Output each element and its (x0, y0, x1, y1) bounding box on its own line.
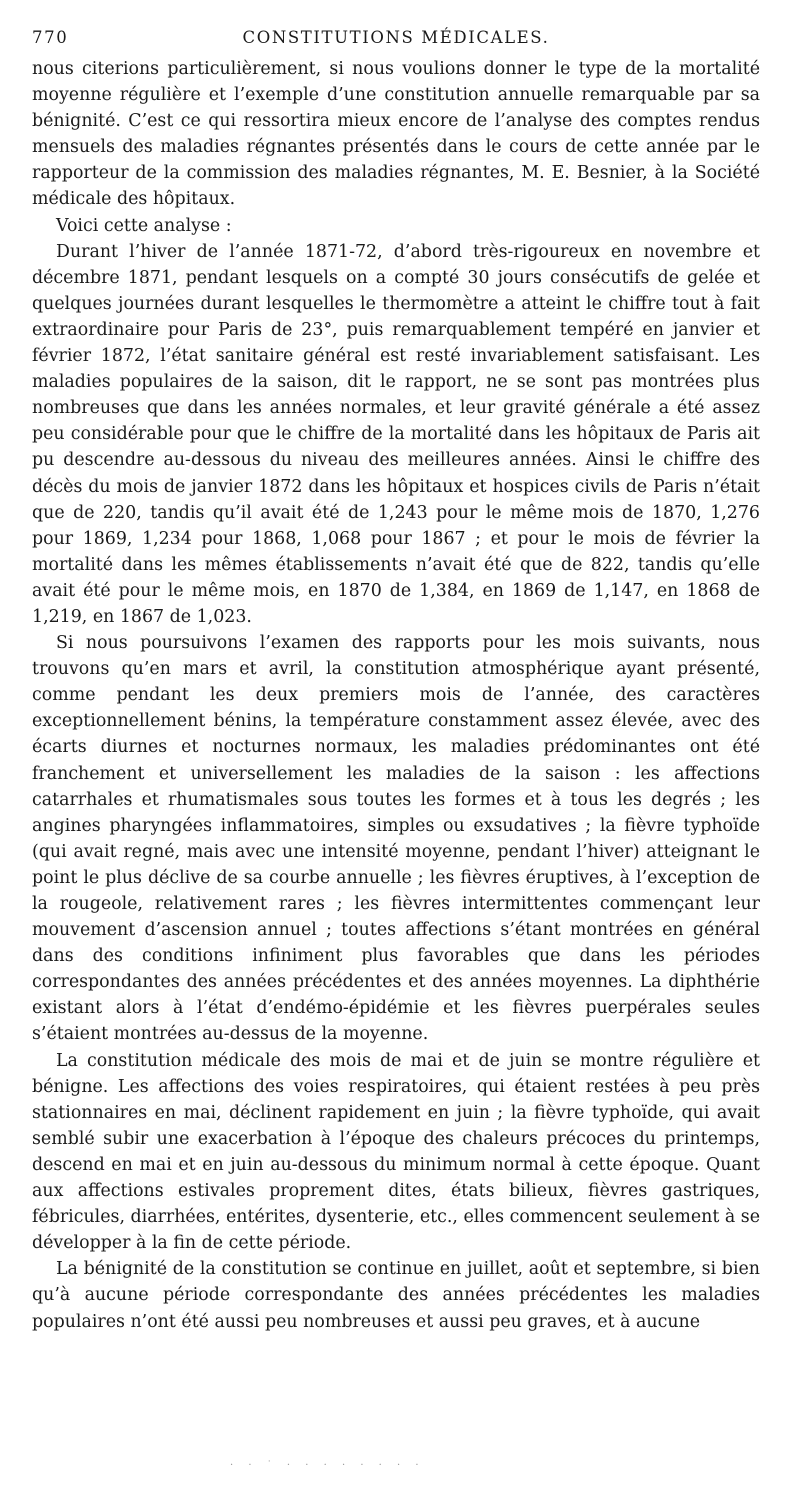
page-number: 770 (32, 28, 69, 47)
paragraph-4: Si nous poursuivons l’examen des rapports pour les mois suivants, nous trouvons qu’en mars et avril, la constitution atmosphérique ayant présenté, comme pendant les deux premiers mois de l’année, des caractères exceptionnellement bénins, la température constamment assez élevée, avec des écarts diurnes et nocturnes normaux, les maladies prédominantes ont été franchement et universellement les maladies de la saison : les affections catarrhales et rhumatismales sous toutes les formes et à tous les degrés ; les angines pharyngées inflammatoires, simples ou exsudatives ; la fièvre typhoïde (qui avait regné, mais avec une intensité moyenne, pendant l’hiver) atteignant le point le plus déclive de sa courbe annuelle ; les fièvres éruptives, à l’exception de la rougeole, relativement rares ; les fièvres intermittentes commençant leur mouvement d’ascension annuel ; toutes affections s’étant montrées en général dans des conditions infiniment plus favorables que dans les périodes correspondantes des années précédentes et des années moyennes. La diphthérie existant alors à l’état d’endémo-épidémie et les fièvres puerpérales seules s’étaient montrées au-dessus de la moyenne. (32, 633, 760, 1045)
book-page (32, 28, 760, 1335)
scan-noise-marks: · · ˙ · · · · · · · · (230, 1460, 425, 1471)
body-text (32, 56, 760, 1335)
paragraph-2: Voici cette analyse : (56, 215, 232, 236)
paragraph-6: La bénignité de la constitution se continue en juillet, août et septembre, si bien qu’à aucune période correspondante des années précédentes les maladies populaires n’ont été aussi peu nombreuses et aussi peu graves, et à aucune (32, 1259, 760, 1332)
paragraph-5: La constitution médicale des mois de mai et de juin se montre régulière et bénigne. Les affections des voies respiratoires, qui étaient restées à peu près stationnaires en mai, déclinent rapidement en juin ; la fièvre typhoïde, qui avait semblé subir une exacerbation à l’époque des chaleurs précoces du printemps, descend en mai et en juin au-dessous du minimum normal à cette époque. Quant aux affections estivales proprement dites, états bilieux, fièvres gastriques, fébricules, diarrhées, entérites, dysenterie, etc., elles commencent seulement à se développer à la fin de cette période. (32, 1050, 760, 1254)
running-head (32, 28, 760, 56)
paragraph-1: nous citerions particulièrement, si nous voulions donner le type de la mortalité moyenne régulière et l’exemple d’une constitution annuelle remarquable par sa bénignité. C’est ce qui ressortira mieux encore de l’analyse des comptes rendus mensuels des maladies régnantes présentés dans le cours de cette année par le rapporteur de la commission des maladies régnantes, M. E. Besnier, à la Société médicale des hôpitaux. (32, 59, 760, 210)
running-title: CONSTITUTIONS MÉDICALES. (242, 28, 550, 47)
paragraph-3: Durant l’hiver de l’année 1871-72, d’abord très-rigoureux en novembre et décembre 1871, pendant lesquels on a compté 30 jours consécutifs de gelée et quelques journées durant lesquelles le thermomètre a atteint le chiffre tout à fait extraordinaire pour Paris de 23°, puis remarquablement tempéré en janvier et février 1872, l’état sanitaire général est resté invariablement satisfaisant. Les maladies populaires de la saison, dit le rapport, ne se sont pas montrées plus nombreuses que dans les années normales, et leur gravité générale a été assez peu considérable pour que le chiffre de la mortalité dans les hôpitaux de Paris ait pu descendre au-dessous du niveau des meilleures années. Ainsi le chiffre des décès du mois de janvier 1872 dans les hôpitaux et hospices civils de Paris n’était que de 220, tandis qu’il avait été de 1,243 pour le même mois de 1870, 1,276 pour 1869, 1,234 pour 1868, 1,068 pour 1867 ; et pour le mois de février la mortalité dans les mêmes établissements n’avait été que de 822, tandis qu’elle avait été pour le même mois, en 1870 de 1,384, en 1869 de 1,147, en 1868 de 1,219, en 1867 de 1,023. (32, 241, 760, 627)
